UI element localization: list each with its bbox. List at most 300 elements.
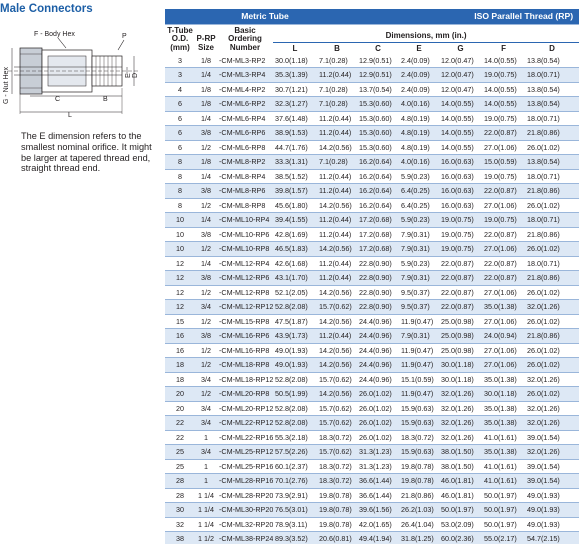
- cell-g: 50.0(1.97): [439, 503, 482, 518]
- cell-b: 14.2(0.56): [317, 314, 357, 329]
- cell-g: 30.0(1.18): [439, 372, 482, 387]
- table-row: [165, 459, 579, 474]
- cell-b: 15.7(0.62): [317, 416, 357, 431]
- cell-ordering-number: -CM-ML38-RP24: [217, 532, 273, 544]
- cell-tube-od: 8: [165, 184, 195, 199]
- cell-ordering-number: -CM-ML12-RP4: [217, 256, 273, 271]
- cell-g: 12.0(0.47): [439, 82, 482, 97]
- cell-b: 15.7(0.62): [317, 300, 357, 315]
- cell-l: 89.3(3.52): [273, 532, 317, 544]
- table-row: [165, 256, 579, 271]
- label-c: C: [55, 96, 61, 103]
- cell-l: 38.9(1.53): [273, 126, 317, 141]
- cell-b: 15.7(0.62): [317, 401, 357, 416]
- cell-rp-size: 1/4: [195, 68, 217, 83]
- cell-c: 13.7(0.54): [357, 82, 399, 97]
- cell-g: 19.0(0.75): [439, 227, 482, 242]
- cell-b: 11.2(0.44): [317, 227, 357, 242]
- label-b: B: [103, 96, 108, 103]
- label-g: G - Nut Hex: [3, 67, 10, 104]
- cell-b: 7.1(0.28): [317, 82, 357, 97]
- cell-e: 15.1(0.59): [399, 372, 439, 387]
- cell-tube-od: 32: [165, 517, 195, 532]
- cell-l: 33.3(1.31): [273, 155, 317, 170]
- cell-c: 39.6(1.56): [357, 503, 399, 518]
- cell-rp-size: 1 1/4: [195, 488, 217, 503]
- cell-b: 11.2(0.44): [317, 256, 357, 271]
- cell-d: 49.0(1.93): [525, 517, 579, 532]
- cell-ordering-number: -CM-ML3-RP2: [217, 53, 273, 68]
- cell-l: 49.0(1.93): [273, 343, 317, 358]
- cell-e: 2.4(0.09): [399, 68, 439, 83]
- cell-c: 36.6(1.44): [357, 488, 399, 503]
- cell-d: 32.0(1.26): [525, 401, 579, 416]
- table-row: [165, 198, 579, 213]
- cell-l: 38.5(1.52): [273, 169, 317, 184]
- cell-f: 55.0(2.17): [482, 532, 525, 544]
- cell-d: 54.7(2.15): [525, 532, 579, 544]
- cell-rp-size: 3/8: [195, 184, 217, 199]
- table-right-title: ISO Parallel Thread (RP): [357, 9, 579, 24]
- col-header-l: L: [292, 44, 298, 53]
- cell-tube-od: 3: [165, 68, 195, 83]
- cell-rp-size: 1: [195, 459, 217, 474]
- cell-d: 32.0(1.26): [525, 372, 579, 387]
- cell-l: 43.9(1.73): [273, 329, 317, 344]
- male-connector-diagram: [0, 26, 160, 126]
- table-row: [165, 474, 579, 489]
- table-row: [165, 126, 579, 141]
- cell-ordering-number: -CM-ML20-RP12: [217, 401, 273, 416]
- cell-l: 39.8(1.57): [273, 184, 317, 199]
- cell-d: 26.0(1.02): [525, 140, 579, 155]
- cell-l: 46.5(1.83): [273, 242, 317, 257]
- cell-g: 16.0(0.63): [439, 169, 482, 184]
- cell-g: 16.0(0.63): [439, 155, 482, 170]
- cell-c: 12.9(0.51): [357, 68, 399, 83]
- cell-tube-od: 16: [165, 343, 195, 358]
- cell-l: 37.6(1.48): [273, 111, 317, 126]
- cell-e: 7.9(0.31): [399, 329, 439, 344]
- cell-ordering-number: -CM-ML18-RP8: [217, 358, 273, 373]
- table-title-bar: [165, 9, 579, 24]
- cell-d: 26.0(1.02): [525, 285, 579, 300]
- cell-l: 55.3(2.18): [273, 430, 317, 445]
- cell-c: 16.2(0.64): [357, 155, 399, 170]
- label-body-hex: F - Body Hex: [34, 31, 75, 38]
- cell-f: 19.0(0.75): [482, 68, 525, 83]
- cell-d: 21.8(0.86): [525, 227, 579, 242]
- cell-e: 7.9(0.31): [399, 271, 439, 286]
- cell-tube-od: 12: [165, 300, 195, 315]
- cell-ordering-number: -CM-ML12-RP6: [217, 271, 273, 286]
- cell-c: 22.8(0.90): [357, 256, 399, 271]
- cell-b: 19.8(0.78): [317, 488, 357, 503]
- cell-rp-size: 3/4: [195, 416, 217, 431]
- cell-l: 42.6(1.68): [273, 256, 317, 271]
- cell-c: 31.3(1.23): [357, 445, 399, 460]
- cell-g: 38.0(1.50): [439, 459, 482, 474]
- cell-d: 26.0(1.02): [525, 358, 579, 373]
- cell-e: 4.8(0.19): [399, 140, 439, 155]
- cell-e: 31.8(1.25): [399, 532, 439, 544]
- cell-g: 53.0(2.09): [439, 517, 482, 532]
- cell-f: 27.0(1.06): [482, 343, 525, 358]
- table-row: [165, 517, 579, 532]
- cell-f: 50.0(1.97): [482, 517, 525, 532]
- cell-rp-size: 3/8: [195, 329, 217, 344]
- cell-c: 26.0(1.02): [357, 401, 399, 416]
- cell-l: 70.1(2.76): [273, 474, 317, 489]
- cell-ordering-number: -CM-ML6-RP2: [217, 97, 273, 112]
- cell-g: 25.0(0.98): [439, 329, 482, 344]
- cell-d: 18.0(0.71): [525, 68, 579, 83]
- cell-rp-size: 1/4: [195, 213, 217, 228]
- cell-g: 14.0(0.55): [439, 97, 482, 112]
- cell-ordering-number: -CM-ML16-RP6: [217, 329, 273, 344]
- cell-tube-od: 28: [165, 488, 195, 503]
- col-header-rp: P-RP Size: [196, 34, 216, 52]
- cell-g: 22.0(0.87): [439, 285, 482, 300]
- cell-l: 39.4(1.55): [273, 213, 317, 228]
- cell-b: 14.2(0.56): [317, 285, 357, 300]
- cell-b: 15.7(0.62): [317, 372, 357, 387]
- cell-d: 26.0(1.02): [525, 343, 579, 358]
- label-l: L: [68, 112, 72, 119]
- cell-l: 45.6(1.80): [273, 198, 317, 213]
- cell-l: 42.8(1.69): [273, 227, 317, 242]
- table-row: [165, 343, 579, 358]
- table-row: [165, 227, 579, 242]
- cell-ordering-number: -CM-ML10-RP6: [217, 227, 273, 242]
- cell-tube-od: 12: [165, 256, 195, 271]
- cell-f: 35.0(1.38): [482, 372, 525, 387]
- cell-l: 32.3(1.27): [273, 97, 317, 112]
- cell-tube-od: 18: [165, 358, 195, 373]
- cell-ordering-number: -CM-ML6-RP8: [217, 140, 273, 155]
- cell-b: 7.1(0.28): [317, 155, 357, 170]
- cell-g: 22.0(0.87): [439, 256, 482, 271]
- cell-g: 16.0(0.63): [439, 184, 482, 199]
- e-dimension-note: The E dimension refers to the smallest nominal orifice. It might be larger at tapered thread end, straight thread end.: [21, 131, 152, 174]
- cell-b: 11.2(0.44): [317, 213, 357, 228]
- cell-c: 26.0(1.02): [357, 430, 399, 445]
- cell-d: 18.0(0.71): [525, 111, 579, 126]
- cell-e: 4.0(0.16): [399, 155, 439, 170]
- cell-ordering-number: -CM-ML28-RP16: [217, 474, 273, 489]
- table-row: [165, 387, 579, 402]
- cell-tube-od: 8: [165, 155, 195, 170]
- cell-g: 14.0(0.55): [439, 111, 482, 126]
- cell-l: 52.1(2.05): [273, 285, 317, 300]
- cell-ordering-number: -CM-ML28-RP20: [217, 488, 273, 503]
- table-row: [165, 169, 579, 184]
- cell-b: 19.8(0.78): [317, 517, 357, 532]
- cell-f: 27.0(1.06): [482, 140, 525, 155]
- cell-e: 9.5(0.37): [399, 285, 439, 300]
- cell-c: 12.9(0.51): [357, 53, 399, 68]
- cell-c: 42.0(1.65): [357, 517, 399, 532]
- label-p: P: [122, 33, 127, 40]
- cell-l: 52.8(2.08): [273, 372, 317, 387]
- cell-ordering-number: -CM-ML22-RP12: [217, 416, 273, 431]
- cell-tube-od: 6: [165, 140, 195, 155]
- cell-f: 41.0(1.61): [482, 459, 525, 474]
- cell-l: 43.1(1.70): [273, 271, 317, 286]
- cell-e: 19.8(0.78): [399, 459, 439, 474]
- cell-c: 17.2(0.68): [357, 227, 399, 242]
- cell-f: 19.0(0.75): [482, 111, 525, 126]
- cell-tube-od: 25: [165, 459, 195, 474]
- cell-b: 14.2(0.56): [317, 358, 357, 373]
- cell-tube-od: 18: [165, 372, 195, 387]
- cell-d: 26.0(1.02): [525, 198, 579, 213]
- cell-d: 18.0(0.71): [525, 213, 579, 228]
- cell-e: 5.9(0.23): [399, 256, 439, 271]
- cell-tube-od: 16: [165, 329, 195, 344]
- cell-g: 30.0(1.18): [439, 358, 482, 373]
- cell-l: 52.8(2.08): [273, 300, 317, 315]
- cell-d: 39.0(1.54): [525, 459, 579, 474]
- cell-c: 24.4(0.96): [357, 329, 399, 344]
- cell-b: 11.2(0.44): [317, 111, 357, 126]
- cell-c: 24.4(0.96): [357, 314, 399, 329]
- cell-rp-size: 1/2: [195, 198, 217, 213]
- cell-d: 21.8(0.86): [525, 184, 579, 199]
- cell-e: 5.9(0.23): [399, 213, 439, 228]
- cell-c: 24.4(0.96): [357, 343, 399, 358]
- table-body: [165, 53, 579, 544]
- col-header-d: D: [549, 44, 555, 53]
- cell-l: 78.9(3.11): [273, 517, 317, 532]
- cell-d: 26.0(1.02): [525, 242, 579, 257]
- cell-c: 24.4(0.96): [357, 358, 399, 373]
- col-header-b: B: [334, 44, 340, 53]
- cell-rp-size: 3/8: [195, 271, 217, 286]
- cell-c: 26.0(1.02): [357, 387, 399, 402]
- cell-c: 24.4(0.96): [357, 372, 399, 387]
- cell-f: 22.0(0.87): [482, 256, 525, 271]
- cell-ordering-number: -CM-ML6-RP6: [217, 126, 273, 141]
- cell-l: 47.5(1.87): [273, 314, 317, 329]
- cell-c: 15.3(0.60): [357, 97, 399, 112]
- cell-f: 35.0(1.38): [482, 416, 525, 431]
- cell-g: 12.0(0.47): [439, 68, 482, 83]
- cell-rp-size: 1: [195, 474, 217, 489]
- cell-f: 14.0(0.55): [482, 82, 525, 97]
- cell-f: 19.0(0.75): [482, 213, 525, 228]
- cell-rp-size: 1: [195, 430, 217, 445]
- cell-g: 38.0(1.50): [439, 445, 482, 460]
- cell-e: 4.8(0.19): [399, 126, 439, 141]
- cell-rp-size: 1/8: [195, 97, 217, 112]
- cell-b: 11.2(0.44): [317, 329, 357, 344]
- cell-rp-size: 1/2: [195, 343, 217, 358]
- cell-rp-size: 1/2: [195, 285, 217, 300]
- cell-b: 18.3(0.72): [317, 430, 357, 445]
- cell-ordering-number: -CM-ML10-RP8: [217, 242, 273, 257]
- cell-l: 50.5(1.99): [273, 387, 317, 402]
- cell-rp-size: 3/4: [195, 300, 217, 315]
- cell-d: 13.8(0.54): [525, 82, 579, 97]
- cell-c: 16.2(0.64): [357, 184, 399, 199]
- cell-g: 16.0(0.63): [439, 198, 482, 213]
- cell-e: 4.0(0.16): [399, 97, 439, 112]
- cell-g: 46.0(1.81): [439, 474, 482, 489]
- cell-f: 14.0(0.55): [482, 53, 525, 68]
- cell-ordering-number: -CM-ML4-RP2: [217, 82, 273, 97]
- cell-e: 5.9(0.23): [399, 169, 439, 184]
- table-row: [165, 488, 579, 503]
- cell-d: 49.0(1.93): [525, 488, 579, 503]
- cell-d: 39.0(1.54): [525, 430, 579, 445]
- cell-f: 35.0(1.38): [482, 300, 525, 315]
- cell-f: 22.0(0.87): [482, 227, 525, 242]
- table-row: [165, 184, 579, 199]
- cell-c: 22.8(0.90): [357, 285, 399, 300]
- table-row: [165, 82, 579, 97]
- cell-b: 18.3(0.72): [317, 474, 357, 489]
- table-row: [165, 53, 579, 68]
- table-row: [165, 372, 579, 387]
- cell-c: 15.3(0.60): [357, 126, 399, 141]
- cell-rp-size: 1/2: [195, 314, 217, 329]
- cell-tube-od: 22: [165, 430, 195, 445]
- table-row: [165, 242, 579, 257]
- cell-tube-od: 15: [165, 314, 195, 329]
- cell-g: 22.0(0.87): [439, 271, 482, 286]
- table-row: [165, 300, 579, 315]
- cell-f: 41.0(1.61): [482, 430, 525, 445]
- cell-c: 31.3(1.23): [357, 459, 399, 474]
- cell-e: 18.3(0.72): [399, 430, 439, 445]
- table-row: [165, 68, 579, 83]
- cell-g: 46.0(1.81): [439, 488, 482, 503]
- cell-c: 22.8(0.90): [357, 300, 399, 315]
- cell-c: 22.8(0.90): [357, 271, 399, 286]
- cell-g: 14.0(0.55): [439, 140, 482, 155]
- cell-rp-size: 1/2: [195, 358, 217, 373]
- col-header-c: C: [375, 44, 381, 53]
- cell-tube-od: 6: [165, 126, 195, 141]
- cell-d: 13.8(0.54): [525, 53, 579, 68]
- cell-l: 52.8(2.08): [273, 401, 317, 416]
- cell-b: 14.2(0.56): [317, 387, 357, 402]
- cell-ordering-number: -CM-ML12-RP8: [217, 285, 273, 300]
- table-row: [165, 445, 579, 460]
- cell-g: 22.0(0.87): [439, 300, 482, 315]
- cell-l: 35.3(1.39): [273, 68, 317, 83]
- cell-d: 32.0(1.26): [525, 300, 579, 315]
- cell-rp-size: 3/4: [195, 401, 217, 416]
- cell-g: 19.0(0.75): [439, 242, 482, 257]
- cell-c: 36.6(1.44): [357, 474, 399, 489]
- cell-ordering-number: -CM-ML8-RP2: [217, 155, 273, 170]
- cell-ordering-number: -CM-ML20-RP8: [217, 387, 273, 402]
- cell-d: 21.8(0.86): [525, 126, 579, 141]
- cell-b: 11.2(0.44): [317, 271, 357, 286]
- cell-tube-od: 6: [165, 111, 195, 126]
- cell-rp-size: 1/8: [195, 155, 217, 170]
- cell-l: 44.7(1.76): [273, 140, 317, 155]
- cell-b: 7.1(0.28): [317, 97, 357, 112]
- cell-ordering-number: -CM-ML30-RP20: [217, 503, 273, 518]
- cell-f: 15.0(0.59): [482, 155, 525, 170]
- table-row: [165, 314, 579, 329]
- cell-g: 25.0(0.98): [439, 343, 482, 358]
- col-header-basic: Basic Ordering Number: [228, 25, 262, 52]
- cell-ordering-number: -CM-ML8-RP6: [217, 184, 273, 199]
- cell-l: 60.1(2.37): [273, 459, 317, 474]
- cell-tube-od: 10: [165, 227, 195, 242]
- table-row: [165, 358, 579, 373]
- cell-d: 21.8(0.86): [525, 329, 579, 344]
- cell-b: 11.2(0.44): [317, 169, 357, 184]
- cell-d: 18.0(0.71): [525, 169, 579, 184]
- cell-e: 26.4(1.04): [399, 517, 439, 532]
- cell-b: 14.2(0.56): [317, 140, 357, 155]
- col-header-f: F: [501, 44, 506, 53]
- cell-rp-size: 1/4: [195, 256, 217, 271]
- label-e: E: [125, 73, 132, 78]
- cell-rp-size: 1/4: [195, 169, 217, 184]
- cell-f: 22.0(0.87): [482, 184, 525, 199]
- col-header-dimensions: Dimensions, mm (in.): [273, 24, 579, 42]
- cell-l: 52.8(2.08): [273, 416, 317, 431]
- cell-d: 21.8(0.86): [525, 271, 579, 286]
- cell-l: 30.0(1.18): [273, 53, 317, 68]
- cell-l: 57.5(2.26): [273, 445, 317, 460]
- col-header-g: G: [457, 44, 464, 53]
- cell-ordering-number: -CM-ML3-RP4: [217, 68, 273, 83]
- cell-g: 32.0(1.26): [439, 430, 482, 445]
- cell-b: 15.7(0.62): [317, 445, 357, 460]
- cell-d: 13.8(0.54): [525, 155, 579, 170]
- table-row: [165, 111, 579, 126]
- cell-rp-size: 3/8: [195, 227, 217, 242]
- table-row: [165, 532, 579, 544]
- cell-tube-od: 28: [165, 474, 195, 489]
- cell-g: 14.0(0.55): [439, 126, 482, 141]
- cell-f: 27.0(1.06): [482, 285, 525, 300]
- cell-e: 11.9(0.47): [399, 314, 439, 329]
- cell-d: 32.0(1.26): [525, 445, 579, 460]
- cell-c: 26.0(1.02): [357, 416, 399, 431]
- cell-ordering-number: -CM-ML32-RP20: [217, 517, 273, 532]
- cell-f: 14.0(0.55): [482, 97, 525, 112]
- cell-e: 11.9(0.47): [399, 358, 439, 373]
- cell-d: 26.0(1.02): [525, 387, 579, 402]
- cell-l: 30.7(1.21): [273, 82, 317, 97]
- cell-ordering-number: -CM-ML8-RP8: [217, 198, 273, 213]
- cell-f: 50.0(1.97): [482, 503, 525, 518]
- cell-e: 7.9(0.31): [399, 227, 439, 242]
- cell-f: 35.0(1.38): [482, 445, 525, 460]
- cell-c: 16.2(0.64): [357, 198, 399, 213]
- cell-g: 32.0(1.26): [439, 401, 482, 416]
- cell-rp-size: 3/4: [195, 372, 217, 387]
- cell-e: 2.4(0.09): [399, 53, 439, 68]
- table-row: [165, 155, 579, 170]
- cell-tube-od: 10: [165, 213, 195, 228]
- cell-f: 22.0(0.87): [482, 271, 525, 286]
- cell-f: 19.0(0.75): [482, 169, 525, 184]
- label-d: D: [132, 72, 139, 78]
- table-row: [165, 97, 579, 112]
- cell-rp-size: 1 1/4: [195, 503, 217, 518]
- cell-rp-size: 1/2: [195, 387, 217, 402]
- cell-b: 14.2(0.56): [317, 198, 357, 213]
